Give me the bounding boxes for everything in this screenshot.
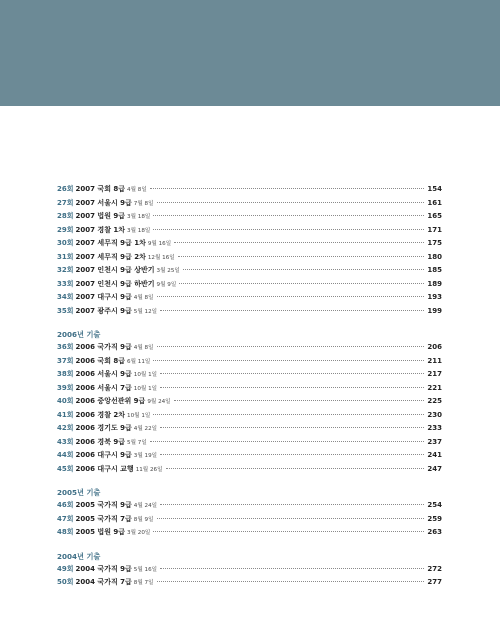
toc-entry[interactable] (57, 305, 442, 319)
entry-page-number: 171 (427, 225, 442, 234)
entry-page-number: 263 (427, 528, 442, 536)
entry-page-number: 272 (427, 564, 442, 573)
entry-page-number: 233 (427, 424, 442, 432)
toc-entry[interactable] (57, 368, 442, 382)
entry-title: 2006 국가직 9급 (75, 343, 132, 351)
dot-leader (157, 581, 425, 582)
dot-leader (160, 504, 424, 505)
header-band (0, 0, 500, 106)
entry-page-number: 199 (427, 306, 442, 315)
entry-page-number: 259 (427, 514, 442, 523)
entry-date: 3월 18일 (127, 227, 151, 234)
dot-leader (157, 518, 425, 519)
entry-page-number: 165 (427, 212, 442, 220)
entry-date: 10월 1일 (133, 385, 158, 392)
entry-number: 41회 (57, 410, 74, 419)
dot-leader (160, 568, 424, 569)
entry-title: 2007 경찰 1차 (75, 225, 126, 234)
entry-number: 38회 (57, 370, 74, 378)
entry-title: 2007 국회 8급 (75, 185, 126, 193)
dot-leader (160, 454, 424, 455)
dot-leader (153, 531, 424, 532)
entry-title: 2004 국가직 7급 (75, 578, 132, 586)
entry-page-number: 247 (427, 464, 442, 473)
entry-number: 42회 (57, 424, 74, 432)
entry-number: 33회 (57, 279, 74, 288)
entry-date: 4월 8일 (133, 345, 154, 351)
toc-entry[interactable] (57, 355, 442, 369)
table-of-contents (57, 183, 442, 590)
entry-title: 2005 국가직 7급 (75, 514, 132, 523)
dot-leader (153, 215, 424, 216)
entry-page-number: 237 (427, 437, 442, 446)
toc-entry[interactable] (57, 576, 442, 590)
toc-entry[interactable] (57, 291, 442, 305)
entry-title: 2007 서울시 9급 (75, 198, 132, 207)
dot-leader (174, 400, 425, 401)
entry-number: 37회 (57, 356, 74, 365)
entry-title: 2005 국가직 9급 (75, 501, 132, 509)
section-heading: 2006년 기출 (57, 330, 101, 339)
entry-title: 2004 국가직 9급 (75, 564, 132, 573)
entry-title: 2006 국회 8급 (75, 356, 126, 365)
entry-page-number: 221 (427, 383, 442, 392)
entry-page-number: 254 (427, 501, 442, 509)
entry-date: 12월 16일 (147, 254, 175, 261)
toc-entry[interactable] (57, 563, 442, 577)
section-heading: 2005년 기출 (57, 488, 101, 497)
entry-number: 36회 (57, 343, 74, 351)
toc-entry[interactable] (57, 499, 442, 513)
entry-page-number: 225 (427, 397, 442, 405)
toc-entry[interactable] (57, 382, 442, 396)
entry-date: 5월 12일 (133, 308, 158, 315)
dot-leader (157, 296, 425, 297)
entry-number: 30회 (57, 239, 74, 247)
entry-date: 8월 7일 (133, 580, 154, 586)
dot-leader (153, 414, 424, 415)
toc-entry[interactable] (57, 210, 442, 224)
entry-page-number: 217 (427, 370, 442, 378)
entry-title: 2007 인천시 9급 상반기 (75, 266, 155, 274)
entry-title: 2006 경기도 9급 (75, 424, 132, 432)
entry-page-number: 241 (427, 451, 442, 459)
entry-title: 2007 세무직 9급 2차 (75, 252, 146, 261)
entry-title: 2005 법원 9급 (75, 528, 126, 536)
entry-number: 45회 (57, 464, 74, 473)
entry-number: 46회 (57, 501, 74, 509)
entry-number: 44회 (57, 451, 74, 459)
entry-date: 4월 24일 (133, 503, 158, 509)
entry-title: 2007 대구시 9급 (75, 293, 132, 301)
entry-page-number: 211 (427, 356, 442, 365)
dot-leader (157, 202, 425, 203)
toc-entry[interactable] (57, 463, 442, 477)
toc-entry[interactable] (57, 526, 442, 540)
entry-number: 40회 (57, 397, 74, 405)
entry-title: 2006 서울시 9급 (75, 370, 132, 378)
dot-leader (160, 427, 424, 428)
entry-page-number: 154 (427, 185, 442, 193)
entry-number: 47회 (57, 514, 74, 523)
entry-number: 26회 (57, 185, 74, 193)
entry-page-number: 175 (427, 239, 442, 247)
entry-date: 3월 19일 (133, 453, 158, 459)
entry-number: 27회 (57, 198, 74, 207)
dot-leader (174, 242, 424, 243)
entry-number: 35회 (57, 306, 74, 315)
dot-leader (178, 256, 425, 257)
dot-leader (150, 441, 425, 442)
dot-leader (153, 229, 424, 230)
toc-entry[interactable] (57, 409, 442, 423)
entry-title: 2006 서울시 7급 (75, 383, 132, 392)
entry-number: 50회 (57, 578, 74, 586)
toc-entry[interactable] (57, 395, 442, 409)
entry-title: 2007 인천시 9급 하반기 (75, 279, 155, 288)
dot-leader (179, 283, 424, 284)
entry-date: 3월 20일 (127, 530, 151, 536)
entry-page-number: 193 (427, 293, 442, 301)
entry-date: 3월 18일 (127, 214, 151, 220)
toc-entry[interactable] (57, 264, 442, 278)
toc-entry[interactable] (57, 237, 442, 251)
entry-title: 2007 광주시 9급 (75, 306, 132, 315)
entry-page-number: 277 (427, 578, 442, 586)
toc-entry[interactable] (57, 513, 442, 527)
toc-entry[interactable] (57, 449, 442, 463)
toc-entry[interactable] (57, 422, 442, 436)
entry-number: 34회 (57, 293, 74, 301)
dot-leader (160, 310, 424, 311)
entry-date: 11월 26일 (135, 466, 163, 473)
entry-date: 4월 22일 (133, 426, 158, 432)
dot-leader (166, 468, 425, 469)
section-heading: 2004년 기출 (57, 551, 101, 561)
entry-title: 2006 대구시 9급 (75, 451, 132, 459)
entry-date: 3월 25일 (156, 268, 180, 274)
entry-page-number: 206 (427, 343, 442, 351)
entry-page-number: 230 (427, 410, 442, 419)
dot-leader (153, 360, 424, 361)
toc-entry[interactable] (57, 436, 442, 450)
entry-number: 48회 (57, 528, 74, 536)
entry-title: 2007 세무직 9급 1차 (75, 239, 146, 247)
entry-date: 5월 7일 (127, 439, 147, 446)
entry-date: 6월 11일 (127, 358, 151, 365)
toc-entry[interactable] (57, 197, 442, 211)
toc-entry[interactable] (57, 278, 442, 292)
dot-leader (160, 373, 424, 374)
toc-entry[interactable] (57, 183, 442, 197)
toc-entry[interactable] (57, 251, 442, 265)
entry-date: 8월 9일 (133, 516, 154, 523)
entry-date: 7월 8일 (133, 200, 154, 207)
entry-date: 4월 8일 (133, 295, 154, 301)
entry-date: 5월 16일 (133, 566, 158, 573)
dot-leader (183, 269, 425, 270)
entry-date: 10월 1일 (133, 372, 158, 378)
entry-title: 2006 경북 9급 (75, 437, 126, 446)
dot-leader (160, 387, 424, 388)
entry-page-number: 180 (427, 252, 442, 261)
entry-page-number: 189 (427, 279, 442, 288)
entry-date: 10월 1일 (127, 412, 151, 419)
entry-date: 9월 24일 (147, 399, 171, 405)
entry-page-number: 161 (427, 198, 442, 207)
entry-number: 29회 (57, 225, 74, 234)
entry-title: 2007 법원 9급 (75, 212, 126, 220)
entry-number: 31회 (57, 252, 74, 261)
entry-page-number: 185 (427, 266, 442, 274)
dot-leader (157, 346, 425, 347)
entry-number: 39회 (57, 383, 74, 392)
entry-number: 28회 (57, 212, 74, 220)
entry-number: 43회 (57, 437, 74, 446)
entry-date: 4월 8일 (127, 187, 147, 193)
toc-entry[interactable] (57, 341, 442, 355)
entry-number: 49회 (57, 564, 74, 573)
entry-title: 2006 대구시 교행 (75, 464, 134, 473)
entry-date: 9월 9일 (156, 281, 177, 288)
entry-title: 2006 중앙선관위 9급 (75, 397, 146, 405)
entry-title: 2006 경찰 2차 (75, 410, 126, 419)
entry-date: 9월 16일 (147, 241, 172, 247)
toc-entry[interactable] (57, 224, 442, 238)
dot-leader (150, 188, 425, 189)
entry-number: 32회 (57, 266, 74, 274)
